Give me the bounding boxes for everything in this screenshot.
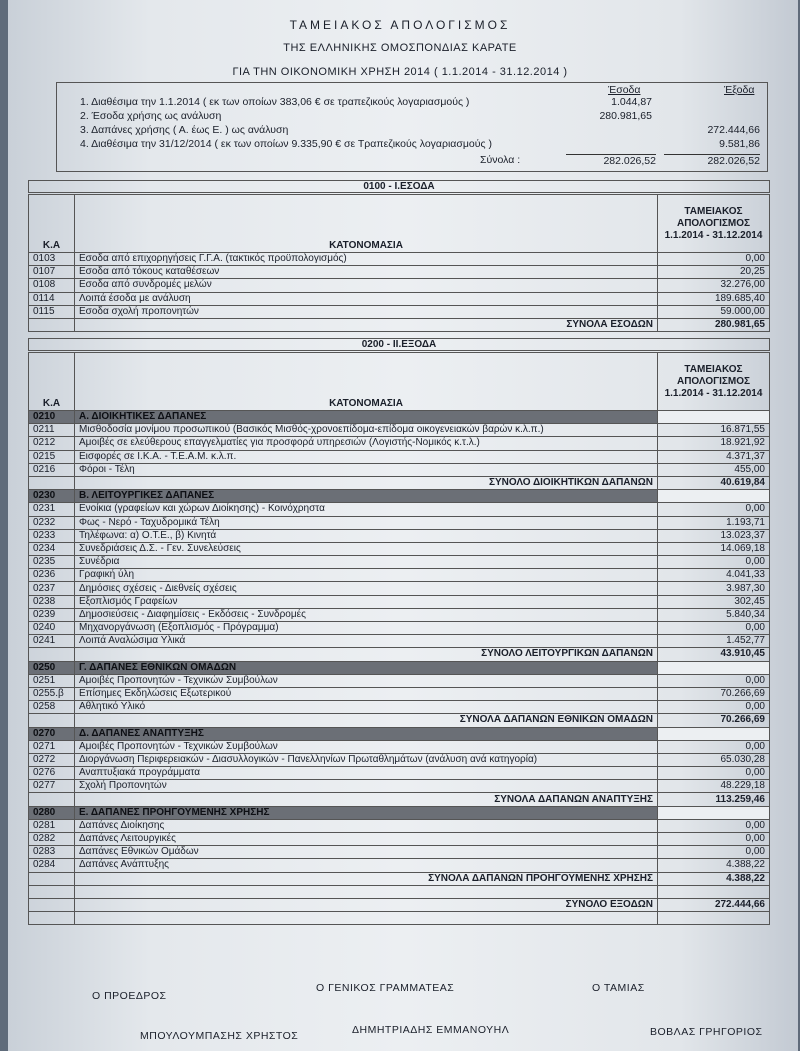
- expense-row-code: 0237: [29, 582, 75, 595]
- expense-row-name: Ενοίκια (γραφείων και χώρων Διοίκησης) - Κοινόχρηστα: [75, 503, 658, 516]
- expense-row-value: 0,00: [658, 503, 770, 516]
- expense-row: [29, 463, 770, 476]
- expense-row: [29, 529, 770, 542]
- expense-row-name: Δαπάνες Ανάπτυξης: [75, 859, 658, 872]
- expense-row: [29, 608, 770, 621]
- expense-section-header: [29, 727, 770, 740]
- document-subtitle: ΤΗΣ ΕΛΛΗΝΙΚΗΣ ΟΜΟΣΠΟΝΔΙΑΣ ΚΑΡΑΤΕ: [283, 42, 517, 54]
- expense-section-title: Α. ΔΙΟΙΚΗΤΙΚΕΣ ΔΑΠΑΝΕΣ: [75, 411, 658, 424]
- expense-row-code: 0232: [29, 516, 75, 529]
- summary-line-3-expense: 272.444,66: [707, 124, 760, 136]
- expense-section-value-cell: [658, 661, 770, 674]
- summary-line-1-income: 1.044,87: [611, 96, 652, 108]
- income-col-value: [658, 195, 770, 253]
- expense-row-value: 1.193,71: [658, 516, 770, 529]
- income-row: [29, 279, 770, 292]
- expense-row: [29, 503, 770, 516]
- expense-row-name: Αμοιβές σε ελεύθερους επαγγελματίες για προσφορά υπηρεσιών (Λογιστής-Νομικός κ.τ.λ.): [75, 437, 658, 450]
- income-row-value: 59.000,00: [658, 305, 770, 318]
- expense-row-value: 0,00: [658, 701, 770, 714]
- expense-row-code: 0238: [29, 595, 75, 608]
- expense-row-code: 0281: [29, 819, 75, 832]
- expense-row-name: Μισθοδοσία μονίμου προσωπικού (Βασικός Μισθός-χρονοεπίδομα-επίδομα οικογενειακών βαρών κ.λ.π.): [75, 424, 658, 437]
- expense-row-value: 65.030,28: [658, 753, 770, 766]
- expense-section-total-code: [29, 714, 75, 727]
- expense-row: [29, 569, 770, 582]
- income-row-name: Εσοδα σχολή προπονητών: [75, 305, 658, 318]
- expense-section-title: Ε. ΔΑΠΑΝΕΣ ΠΡΟΗΓΟΥΜΕΝΗΣ ΧΡΗΣΗΣ: [75, 806, 658, 819]
- expense-row: [29, 780, 770, 793]
- expense-section-total-code: [29, 872, 75, 885]
- expense-row: [29, 740, 770, 753]
- signature-president-name: ΜΠΟΥΛΟΥΜΠΑΣΗΣ ΧΡΗΣΤΟΣ: [140, 1030, 299, 1042]
- signature-president-title: Ο ΠΡΟΕΔΡΟΣ: [92, 990, 167, 1002]
- expense-row-code: 0240: [29, 622, 75, 635]
- expense-row-code: 0212: [29, 437, 75, 450]
- expense-section-total-row: [29, 476, 770, 489]
- income-col-value-line-2: ΑΠΟΛΟΓΙΣΜΟΣ: [676, 217, 751, 229]
- expense-section-total-code: [29, 648, 75, 661]
- income-row: [29, 266, 770, 279]
- expense-row-code: 0236: [29, 569, 75, 582]
- expense-row: [29, 542, 770, 555]
- expense-section-header: [29, 661, 770, 674]
- income-table: [28, 194, 770, 332]
- summary-col-income: Έσοδα: [608, 84, 641, 96]
- expense-section-value-cell: [658, 806, 770, 819]
- expense-row-code: 0255.β: [29, 687, 75, 700]
- expense-row-value: 302,45: [658, 595, 770, 608]
- summary-total-label: Σύνολα :: [480, 154, 521, 166]
- signature-treasurer-title: Ο ΤΑΜΙΑΣ: [592, 982, 645, 994]
- expense-section-code: 0230: [29, 490, 75, 503]
- expense-row-name: Επίσημες Εκδηλώσεις Εξωτερικού: [75, 687, 658, 700]
- expense-row: [29, 846, 770, 859]
- expense-row-name: Συνέδρια: [75, 556, 658, 569]
- expense-row: [29, 859, 770, 872]
- expense-section-bar: 0200 - ΙΙ.ΕΞΟΔΑ: [28, 338, 770, 351]
- expense-row-value: 0,00: [658, 740, 770, 753]
- expense-section-total-value: 4.388,22: [658, 872, 770, 885]
- expense-section-code: 0210: [29, 411, 75, 424]
- expense-row-value: 0,00: [658, 622, 770, 635]
- expense-section-total-row: [29, 793, 770, 806]
- expense-col-name: ΚΑΤΟΝΟΜΑΣΙΑ: [75, 353, 658, 411]
- expense-col-ka: Κ.Α: [29, 353, 75, 411]
- expense-row-code: 0251: [29, 674, 75, 687]
- expense-row: [29, 687, 770, 700]
- expense-header-row: [29, 353, 770, 411]
- income-row-code: 0107: [29, 266, 75, 279]
- income-row-name: Λοιπά έσοδα με ανάλυση: [75, 292, 658, 305]
- expense-section-header: [29, 411, 770, 424]
- income-total-value: 280.981,65: [658, 318, 770, 331]
- expense-section-total-row: [29, 648, 770, 661]
- expense-row-name: Δαπάνες Διοίκησης: [75, 819, 658, 832]
- expense-section-total-value: 40.619,84: [658, 476, 770, 489]
- expense-row: [29, 556, 770, 569]
- income-section-bar: 0100 - Ι.ΕΣΟΔΑ: [28, 180, 770, 193]
- income-col-value-line-3: 1.1.2014 - 31.12.2014: [664, 229, 763, 241]
- income-col-ka: Κ.Α: [29, 195, 75, 253]
- income-col-name: ΚΑΤΟΝΟΜΑΣΙΑ: [75, 195, 658, 253]
- expense-row-name: Μηχανοργάνωση (Εξοπλισμός - Πρόγραμμα): [75, 622, 658, 635]
- income-row-value: 0,00: [658, 253, 770, 266]
- expense-table: [28, 352, 770, 925]
- expense-col-value-line-3: 1.1.2014 - 31.12.2014: [664, 387, 763, 399]
- expense-row-name: Διοργάνωση Περιφερειακών - Διασυλλογικών - Πανελληνίων Πρωταθλημάτων (ανάλυση ανά κατηγορία): [75, 753, 658, 766]
- expense-section-header: [29, 490, 770, 503]
- signature-secretary-title: Ο ΓΕΝΙΚΟΣ ΓΡΑΜΜΑΤΕΑΣ: [316, 982, 455, 994]
- expense-section-total-label: ΣΥΝΟΛΟ ΔΙΟΙΚΗΤΙΚΩΝ ΔΑΠΑΝΩΝ: [75, 476, 658, 489]
- expense-row-code: 0211: [29, 424, 75, 437]
- expense-row: [29, 819, 770, 832]
- income-row-name: Εσοδα από τόκους καταθέσεων: [75, 266, 658, 279]
- expense-section-code: 0280: [29, 806, 75, 819]
- expense-section-title: Γ. ΔΑΠΑΝΕΣ ΕΘΝΙΚΩΝ ΟΜΑΔΩΝ: [75, 661, 658, 674]
- expense-row-name: Αναπτυξιακά προγράμματα: [75, 767, 658, 780]
- expense-row-name: Λοιπά Αναλώσιμα Υλικά: [75, 635, 658, 648]
- summary-total-income: 282.026,52: [566, 154, 656, 167]
- expense-row-value: 5.840,34: [658, 608, 770, 621]
- expense-row-code: 0215: [29, 450, 75, 463]
- income-row-name: Εσοδα από συνδρομές μελών: [75, 279, 658, 292]
- expense-row: [29, 424, 770, 437]
- expense-section-code: 0250: [29, 661, 75, 674]
- income-row: [29, 253, 770, 266]
- income-total-row: [29, 318, 770, 331]
- expense-trailing-row: [29, 912, 770, 925]
- expense-row-value: 0,00: [658, 556, 770, 569]
- expense-row-code: 0231: [29, 503, 75, 516]
- expense-section-total-value: 70.266,69: [658, 714, 770, 727]
- expense-row-value: 3.987,30: [658, 582, 770, 595]
- income-header-row: [29, 195, 770, 253]
- expense-row-value: 0,00: [658, 674, 770, 687]
- income-row-value: 20,25: [658, 266, 770, 279]
- expense-row-code: 0284: [29, 859, 75, 872]
- income-row-code: 0115: [29, 305, 75, 318]
- expense-row-value: 4.041,33: [658, 569, 770, 582]
- document-title: ΤΑΜΕΙΑΚΟΣ ΑΠΟΛΟΓΙΣΜΟΣ: [289, 18, 511, 32]
- expense-section-total-label: ΣΥΝΟΛΑ ΔΑΠΑΝΩΝ ΑΝΑΠΤΥΞΗΣ: [75, 793, 658, 806]
- expense-row-code: 0282: [29, 833, 75, 846]
- expense-section-value-cell: [658, 411, 770, 424]
- expense-row-code: 0235: [29, 556, 75, 569]
- expense-section-total-label: ΣΥΝΟΛΑ ΔΑΠΑΝΩΝ ΕΘΝΙΚΩΝ ΟΜΑΔΩΝ: [75, 714, 658, 727]
- expense-row-code: 0283: [29, 846, 75, 859]
- expense-row-value: 18.921,92: [658, 437, 770, 450]
- expense-row-code: 0276: [29, 767, 75, 780]
- expense-row: [29, 635, 770, 648]
- signature-treasurer-name: ΒΟΒΛΑΣ ΓΡΗΓΟΡΙΟΣ: [650, 1026, 763, 1038]
- income-row: [29, 292, 770, 305]
- expense-row-name: Φως - Νερό - Ταχυδρομικά Τέλη: [75, 516, 658, 529]
- expense-row-value: 1.452,77: [658, 635, 770, 648]
- expense-row-value: 13.023,37: [658, 529, 770, 542]
- expense-section-value-cell: [658, 727, 770, 740]
- expense-row: [29, 516, 770, 529]
- expense-row-name: Αμοιβές Προπονητών - Τεχνικών Συμβούλων: [75, 740, 658, 753]
- expense-grand-total-row: [29, 898, 770, 911]
- income-row-name: Εσοδα από επιχορηγήσεις Γ.Γ.Α. (τακτικός προϋπολογισμός): [75, 253, 658, 266]
- summary-line-3: 3. Δαπάνες χρήσης ( Α. έως Ε. ) ως ανάλυση: [80, 124, 289, 136]
- income-row-value: 189.685,40: [658, 292, 770, 305]
- expense-row-name: Εξοπλισμός Γραφείων: [75, 595, 658, 608]
- expense-row-name: Φόροι - Τέλη: [75, 463, 658, 476]
- expense-spacer-row: [29, 885, 770, 898]
- expense-col-value: [658, 353, 770, 411]
- expense-row: [29, 450, 770, 463]
- expense-section-total-code: [29, 793, 75, 806]
- expense-section-title: Β. ΛΕΙΤΟΥΡΓΙΚΕΣ ΔΑΠΑΝΕΣ: [75, 490, 658, 503]
- expense-section-total-label: ΣΥΝΟΛΟ ΛΕΙΤΟΥΡΓΙΚΩΝ ΔΑΠΑΝΩΝ: [75, 648, 658, 661]
- expense-col-value-line-1: ΤΑΜΕΙΑΚΟΣ: [684, 363, 743, 375]
- expense-row-code: 0272: [29, 753, 75, 766]
- expense-row: [29, 753, 770, 766]
- income-row-value: 32.276,00: [658, 279, 770, 292]
- expense-row-code: 0271: [29, 740, 75, 753]
- expense-row: [29, 701, 770, 714]
- expense-section-total-value: 113.259,46: [658, 793, 770, 806]
- expense-row-value: 4.371,37: [658, 450, 770, 463]
- expense-row-name: Εισφορές σε Ι.Κ.Α. - Τ.Ε.Α.Μ. κ.λ.π.: [75, 450, 658, 463]
- expense-row-value: 70.266,69: [658, 687, 770, 700]
- expense-section-header: [29, 806, 770, 819]
- summary-line-1: 1. Διαθέσιμα την 1.1.2014 ( εκ των οποίων 383,06 € σε τραπεζικούς λογαριασμούς ): [80, 96, 470, 108]
- expense-row-name: Τηλέφωνα: α) Ο.Τ.Ε., β) Κινητά: [75, 529, 658, 542]
- expense-row-code: 0233: [29, 529, 75, 542]
- expense-row-code: 0258: [29, 701, 75, 714]
- summary-line-4-expense: 9.581,86: [719, 138, 760, 150]
- expense-row: [29, 622, 770, 635]
- expense-row-name: Συνεδριάσεις Δ.Σ. - Γεν. Συνελεύσεις: [75, 542, 658, 555]
- expense-row: [29, 674, 770, 687]
- expense-grand-total-label: ΣΥΝΟΛΟ ΕΞΟΔΩΝ: [75, 898, 658, 911]
- expense-row-value: 455,00: [658, 463, 770, 476]
- expense-section-code: 0270: [29, 727, 75, 740]
- expense-section-total-code: [29, 476, 75, 489]
- summary-line-2: 2. Έσοδα χρήσης ως ανάλυση: [80, 110, 222, 122]
- expense-row-code: 0241: [29, 635, 75, 648]
- expense-row-name: Αθλητικό Υλικό: [75, 701, 658, 714]
- summary-col-expense: Έξοδα: [724, 84, 755, 96]
- expense-row: [29, 437, 770, 450]
- expense-row-code: 0234: [29, 542, 75, 555]
- expense-grand-total-value: 272.444,66: [658, 898, 770, 911]
- expense-section-total-row: [29, 714, 770, 727]
- income-row-code: 0103: [29, 253, 75, 266]
- summary-line-2-income: 280.981,65: [599, 110, 652, 122]
- expense-section-total-value: 43.910,45: [658, 648, 770, 661]
- expense-row-name: Γραφική ύλη: [75, 569, 658, 582]
- expense-row-code: 0277: [29, 780, 75, 793]
- expense-row-value: 0,00: [658, 767, 770, 780]
- expense-row-name: Δημόσιες σχέσεις - Διεθνείς σχέσεις: [75, 582, 658, 595]
- expense-row: [29, 595, 770, 608]
- expense-row: [29, 582, 770, 595]
- expense-row-value: 48.229,18: [658, 780, 770, 793]
- income-row-code: 0114: [29, 292, 75, 305]
- expense-row-name: Δαπάνες Λειτουργικές: [75, 833, 658, 846]
- expense-row-name: Αμοιβές Προπονητών - Τεχνικών Συμβούλων: [75, 674, 658, 687]
- summary-total-expense: 282.026,52: [664, 154, 760, 167]
- expense-row-value: 14.069,18: [658, 542, 770, 555]
- expense-row-code: 0216: [29, 463, 75, 476]
- expense-section-total-label: ΣΥΝΟΛΑ ΔΑΠΑΝΩΝ ΠΡΟΗΓΟΥΜΕΝΗΣ ΧΡΗΣΗΣ: [75, 872, 658, 885]
- expense-row-name: Δημοσιεύσεις - Διαφημίσεις - Εκδόσεις - Συνδρομές: [75, 608, 658, 621]
- income-row: [29, 305, 770, 318]
- expense-section-value-cell: [658, 490, 770, 503]
- expense-row-value: 0,00: [658, 833, 770, 846]
- expense-row-value: 16.871,55: [658, 424, 770, 437]
- expense-col-value-line-2: ΑΠΟΛΟΓΙΣΜΟΣ: [676, 375, 751, 387]
- income-row-code: 0108: [29, 279, 75, 292]
- document-period: ΓΙΑ ΤΗΝ ΟΙΚΟΝΟΜΙΚΗ ΧΡΗΣΗ 2014 ( 1.1.2014 - 31.12.2014 ): [232, 66, 568, 78]
- expense-row-value: 4.388,22: [658, 859, 770, 872]
- expense-row: [29, 767, 770, 780]
- expense-row-value: 0,00: [658, 846, 770, 859]
- income-total-label: ΣΥΝΟΛΑ ΕΣΟΔΩΝ: [75, 318, 658, 331]
- summary-line-4: 4. Διαθέσιμα την 31/12/2014 ( εκ των οποίων 9.335,90 € σε Τραπεζικούς λογαριασμούς ): [80, 138, 492, 150]
- expense-row-code: 0239: [29, 608, 75, 621]
- income-col-value-line-1: ΤΑΜΕΙΑΚΟΣ: [684, 205, 743, 217]
- expense-row-value: 0,00: [658, 819, 770, 832]
- expense-row-name: Δαπάνες Εθνικών Ομάδων: [75, 846, 658, 859]
- expense-row-name: Σχολή Προπονητών: [75, 780, 658, 793]
- expense-section-total-row: [29, 872, 770, 885]
- expense-section-title: Δ. ΔΑΠΑΝΕΣ ΑΝΑΠΤΥΞΗΣ: [75, 727, 658, 740]
- expense-row: [29, 833, 770, 846]
- signature-secretary-name: ΔΗΜΗΤΡΙΑΔΗΣ ΕΜΜΑΝΟΥΗΛ: [352, 1024, 510, 1036]
